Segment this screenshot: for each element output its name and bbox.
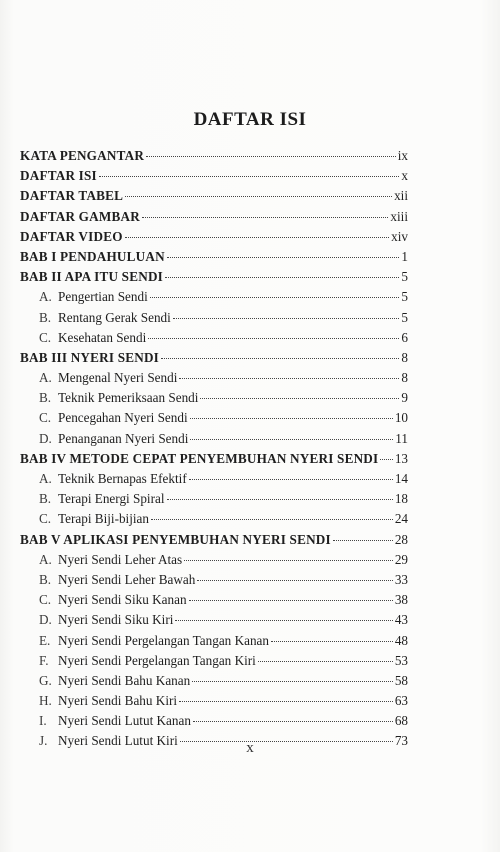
toc-section-row	[20, 552, 408, 572]
toc-entry-title: Kesehatan Sendi	[58, 329, 147, 345]
toc-chapter-row	[20, 451, 408, 471]
toc-section-letter: C.	[39, 511, 52, 527]
toc-page-number: x	[401, 168, 408, 184]
dot-leader	[167, 257, 400, 258]
footer-page-number: x	[246, 740, 254, 756]
toc-chapter-row	[20, 269, 408, 289]
toc-section-letter: C.	[39, 592, 52, 608]
toc-page-number: 73	[394, 733, 408, 749]
toc-section-letter: B.	[39, 309, 52, 325]
toc-section-letter: H.	[39, 693, 52, 709]
toc-entry-title: Nyeri Sendi Lutut Kiri	[58, 733, 178, 749]
toc-page-number: 13	[394, 450, 408, 466]
toc-entry-title: DAFTAR TABEL	[20, 188, 124, 204]
toc-section-letter: C.	[39, 410, 52, 426]
toc-section-row	[20, 471, 408, 491]
dot-leader	[190, 418, 393, 419]
toc-section-row	[20, 612, 408, 632]
toc-entry-title: BAB III NYERI SENDI	[20, 349, 160, 365]
toc-section-letter: A.	[39, 289, 52, 305]
dot-leader	[189, 479, 393, 480]
toc-chapter-row	[20, 229, 408, 249]
dot-leader	[193, 721, 393, 722]
toc-section-row	[20, 310, 408, 330]
toc-page-number: 63	[394, 693, 408, 709]
toc-section-row	[20, 330, 408, 350]
toc-entry-title: BAB II APA ITU SENDI	[20, 269, 163, 285]
toc-entry-title: Pencegahan Nyeri Sendi	[58, 410, 188, 426]
dot-leader	[179, 378, 399, 379]
toc-page-number: 9	[401, 390, 408, 406]
toc-page-number: 24	[394, 511, 408, 527]
toc-entry-title: DAFTAR GAMBAR	[20, 208, 140, 224]
toc-section-letter: I.	[39, 713, 47, 729]
dot-leader	[200, 398, 399, 399]
toc-section-letter: A.	[39, 471, 52, 486]
toc-section-letter: B.	[39, 571, 52, 587]
toc-page-number: 8	[401, 370, 408, 386]
dot-leader	[197, 580, 392, 581]
toc-page-number: 10	[394, 410, 408, 426]
toc-section-letter: F.	[39, 652, 49, 668]
table-of-contents	[20, 148, 408, 754]
dot-leader	[125, 237, 389, 238]
toc-page-number: 6	[401, 329, 408, 345]
toc-entry-title: Nyeri Sendi Bahu Kanan	[58, 672, 191, 688]
toc-section-row	[20, 633, 408, 653]
toc-section-row	[20, 390, 408, 410]
dot-leader	[142, 217, 388, 218]
dot-leader	[271, 641, 393, 642]
toc-entry-title: Penanganan Nyeri Sendi	[58, 430, 189, 446]
toc-chapter-row	[20, 148, 408, 168]
toc-page-number: 18	[394, 491, 408, 507]
toc-section-row	[20, 431, 408, 451]
dot-leader	[173, 318, 400, 319]
toc-page-number: 48	[394, 632, 408, 648]
toc-entry-title: Terapi Energi Spiral	[58, 491, 165, 507]
toc-section-letter: B.	[39, 491, 52, 507]
toc-entry-title: Teknik Bernapas Efektif	[58, 471, 187, 486]
toc-chapter-row	[20, 249, 408, 269]
toc-section-row	[20, 289, 408, 309]
dot-leader	[167, 499, 393, 500]
dot-leader	[380, 459, 392, 460]
toc-page-number: xiv	[391, 228, 408, 244]
toc-page-number: 33	[394, 571, 408, 587]
toc-entry-title: Nyeri Sendi Leher Bawah	[58, 571, 196, 587]
toc-section-row	[20, 693, 408, 713]
toc-section-row	[20, 572, 408, 592]
toc-section-letter: A.	[39, 370, 52, 386]
toc-page-number: 5	[401, 289, 408, 305]
dot-leader	[189, 600, 393, 601]
dot-leader	[258, 661, 393, 662]
toc-entry-title: Nyeri Sendi Pergelangan Tangan Kiri	[58, 652, 256, 668]
dot-leader	[125, 196, 392, 197]
toc-section-letter: D.	[39, 612, 52, 628]
toc-section-row	[20, 653, 408, 673]
toc-chapter-row	[20, 350, 408, 370]
toc-entry-title: DAFTAR VIDEO	[20, 228, 123, 244]
toc-section-letter: A.	[39, 551, 52, 567]
toc-page-number: 43	[394, 612, 408, 628]
toc-page-number: xiii	[390, 208, 408, 224]
dot-leader	[192, 681, 393, 682]
toc-section-row	[20, 370, 408, 390]
toc-section-row	[20, 491, 408, 511]
toc-page-number: ix	[397, 148, 408, 163]
dot-leader	[165, 277, 399, 278]
toc-page-number: 68	[394, 713, 408, 729]
dot-leader	[150, 297, 400, 298]
dot-leader	[161, 358, 399, 359]
toc-page-number: 28	[394, 531, 408, 547]
toc-section-letter: D.	[39, 430, 52, 446]
toc-entry-title: Terapi Biji-bijian	[58, 511, 149, 527]
toc-page-number: xii	[394, 188, 408, 204]
toc-page-number: 5	[401, 269, 408, 285]
toc-entry-title: KATA PENGANTAR	[20, 148, 145, 163]
toc-entry-title: Nyeri Sendi Lutut Kanan	[58, 713, 191, 729]
toc-section-row	[20, 511, 408, 531]
toc-entry-title: Teknik Pemeriksaan Sendi	[58, 390, 199, 406]
toc-page-number: 53	[394, 652, 408, 668]
dot-leader	[184, 560, 393, 561]
toc-entry-title: Rentang Gerak Sendi	[58, 309, 171, 325]
toc-page-number: 38	[394, 592, 408, 608]
toc-chapter-row	[20, 209, 408, 229]
toc-entry-title: BAB IV METODE CEPAT PENYEMBUHAN NYERI SENDI	[20, 450, 379, 466]
toc-entry-title: Mengenal Nyeri Sendi	[58, 370, 178, 386]
toc-entry-title: Nyeri Sendi Siku Kanan	[58, 592, 187, 608]
dot-leader	[179, 701, 393, 702]
toc-section-letter: E.	[39, 632, 51, 648]
dot-leader	[190, 439, 393, 440]
toc-chapter-row	[20, 532, 408, 552]
toc-entry-title: Nyeri Sendi Leher Atas	[58, 551, 183, 567]
toc-page-number: 58	[394, 672, 408, 688]
dot-leader	[333, 540, 393, 541]
toc-chapter-row	[20, 168, 408, 188]
toc-section-row	[20, 592, 408, 612]
toc-entry-title: BAB I PENDAHULUAN	[20, 248, 165, 264]
toc-page-number: 11	[395, 430, 408, 446]
toc-entry-title: BAB V APLIKASI PENYEMBUHAN NYERI SENDI	[20, 531, 331, 547]
toc-page-number: 29	[394, 551, 408, 567]
toc-section-letter: G.	[39, 672, 52, 688]
page-title: DAFTAR ISI	[193, 109, 307, 130]
toc-section-row	[20, 713, 408, 733]
toc-section-row	[20, 673, 408, 693]
dot-leader	[146, 156, 396, 157]
dot-leader	[151, 519, 393, 520]
toc-entry-title: Nyeri Sendi Bahu Kiri	[58, 693, 178, 709]
dot-leader	[148, 338, 399, 339]
toc-entry-title: Nyeri Sendi Pergelangan Tangan Kanan	[58, 632, 269, 648]
toc-section-letter: C.	[39, 329, 52, 345]
toc-section-letter: J.	[39, 733, 48, 749]
dot-leader	[175, 620, 392, 621]
toc-section-letter: B.	[39, 390, 52, 406]
toc-page-number: 14	[394, 471, 408, 486]
toc-page-number: 1	[401, 248, 408, 264]
toc-entry-title: DAFTAR ISI	[20, 168, 97, 184]
toc-entry-title: Nyeri Sendi Siku Kiri	[58, 612, 174, 628]
dot-leader	[99, 176, 400, 177]
toc-section-row	[20, 410, 408, 430]
toc-entry-title: Pengertian Sendi	[58, 289, 148, 305]
toc-page-number: 8	[401, 349, 408, 365]
toc-chapter-row	[20, 188, 408, 208]
toc-page-number: 5	[401, 309, 408, 325]
